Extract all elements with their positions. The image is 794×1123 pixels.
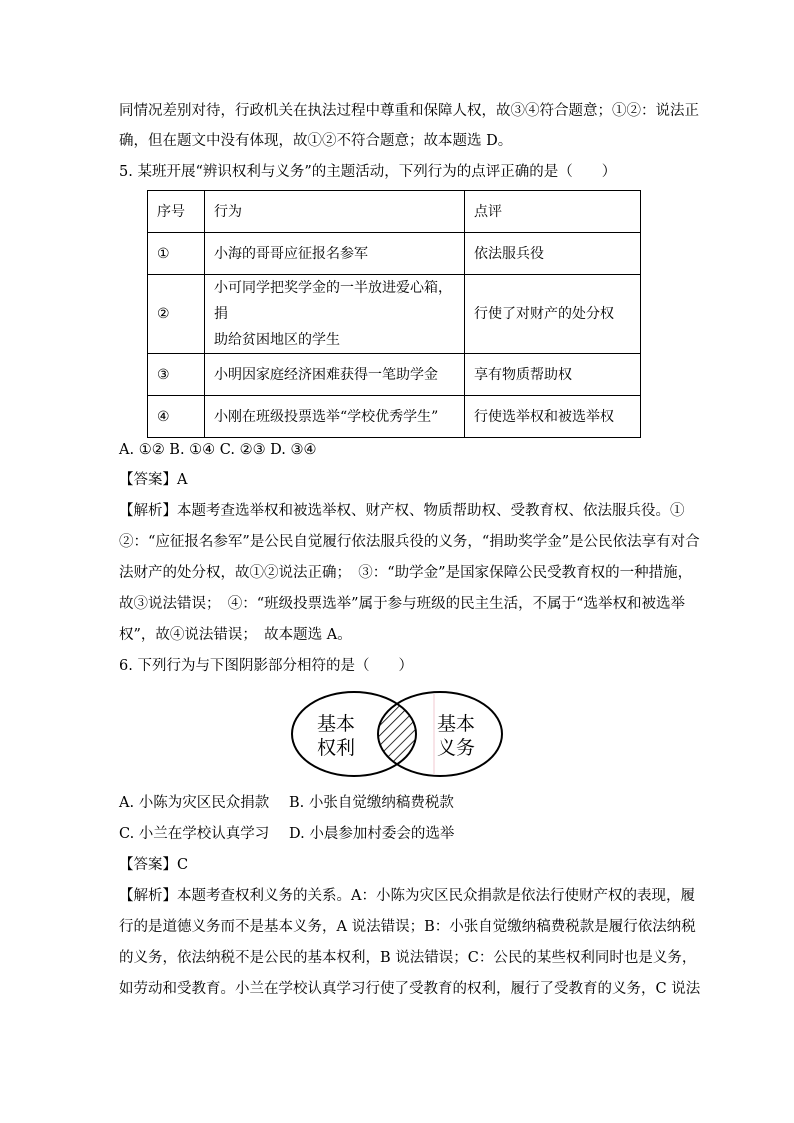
paragraph-line: 故③说法错误； ④：“班级投票选举”属于参与班级的民主生活，不属于“选举权和被选举	[119, 596, 685, 612]
table-cell-comment: 行使了对财产的处分权	[465, 275, 641, 354]
table-cell-comment: 享有物质帮助权	[465, 354, 641, 396]
question-6-options-row1	[119, 793, 454, 813]
paragraph-line: 确，但在题文中没有体现，故①②不符合题意；故本题选 D。	[119, 133, 513, 149]
paragraph-line: 法财产的处分权，故①②说法正确； ③：“助学金”是国家保障公民受教育权的一种措施，	[119, 565, 693, 581]
venn-diagram	[288, 688, 506, 780]
table-cell-act: 小明因家庭经济困难获得一笔助学金	[205, 354, 465, 396]
paragraph-line: 【解析】本题考查权利义务的关系。A：小陈为灾区民众捐款是依法行使财产权的表现，履	[119, 888, 695, 904]
table-header-cell: 点评	[465, 191, 641, 233]
paragraph-line: 同情况差别对待，行政机关在执法过程中尊重和保障人权，故③④符合题意；①②：说法正	[119, 103, 699, 119]
table-cell-act-line: 助给贫困地区的学生	[214, 332, 340, 348]
table-header-cell: 行为	[205, 191, 465, 233]
table-row	[148, 233, 641, 275]
question-5-table	[147, 190, 641, 438]
question-5-stem: 5. 某班开展“辨识权利与义务”的主题活动，下列行为的点评正确的是（ ）	[119, 164, 617, 180]
table-cell-comment: 依法服兵役	[465, 233, 641, 275]
table-cell-act: 小海的哥哥应征报名参军	[205, 233, 465, 275]
venn-right-label-line2: 义务	[436, 737, 476, 759]
venn-left-label-line1: 基本	[316, 713, 356, 735]
question-5-options: A. ①② B. ①④ C. ②③ D. ③④	[119, 442, 317, 458]
venn-right-label-line1: 基本	[436, 713, 476, 735]
venn-left-label-line2: 权利	[316, 737, 356, 759]
table-header-cell: 序号	[148, 191, 205, 233]
paragraph-line: 行的是道德义务而不是基本义务，A 说法错误；B：小张自觉缴纳稿费税款是履行依法纳税	[119, 919, 696, 935]
table-header-row	[148, 191, 641, 233]
table-cell-comment: 行使选举权和被选举权	[465, 396, 641, 438]
paragraph-line: ②：“应征报名参军”是公民自觉履行依法服兵役的义务，“捐助奖学金”是公民依法享有对合	[119, 534, 700, 550]
table-row	[148, 354, 641, 396]
table-row	[148, 275, 641, 354]
question-6-stem: 6. 下列行为与下图阴影部分相符的是（ ）	[119, 658, 413, 674]
option-b: B. 小张自觉缴纳稿费税款	[289, 795, 454, 811]
question-5-answer: 【答案】A	[119, 472, 188, 488]
table-cell-act: 小刚在班级投票选举“学校优秀学生”	[205, 396, 465, 438]
option-a: A. 小陈为灾区民众捐款	[119, 795, 270, 811]
question-6-options-row2	[119, 824, 454, 844]
paragraph-line: 的义务，依法纳税不是公民的基本权利，B 说法错误；C：公民的某些权利同时也是义务，	[119, 950, 697, 966]
table-cell-no: ④	[148, 396, 205, 438]
table-row	[148, 396, 641, 438]
table-cell-no: ②	[148, 275, 205, 354]
paragraph-line: 权”，故④说法错误； 故本题选 A。	[119, 627, 352, 643]
table-cell-no: ③	[148, 354, 205, 396]
option-c: C. 小兰在学校认真学习	[119, 826, 270, 842]
option-d: D. 小晨参加村委会的选举	[289, 826, 455, 842]
table-cell-act	[205, 275, 465, 354]
table-cell-no: ①	[148, 233, 205, 275]
table-cell-act-line: 小可同学把奖学金的一半放进爱心箱，捐	[214, 280, 452, 322]
paragraph-line: 如劳动和受教育。小兰在学校认真学习行使了受教育的权利，履行了受教育的义务，C 说法	[119, 981, 701, 997]
question-6-answer: 【答案】C	[119, 857, 189, 873]
paragraph-line: 【解析】本题考查选举权和被选举权、财产权、物质帮助权、受教育权、依法服兵役。①	[119, 503, 685, 519]
